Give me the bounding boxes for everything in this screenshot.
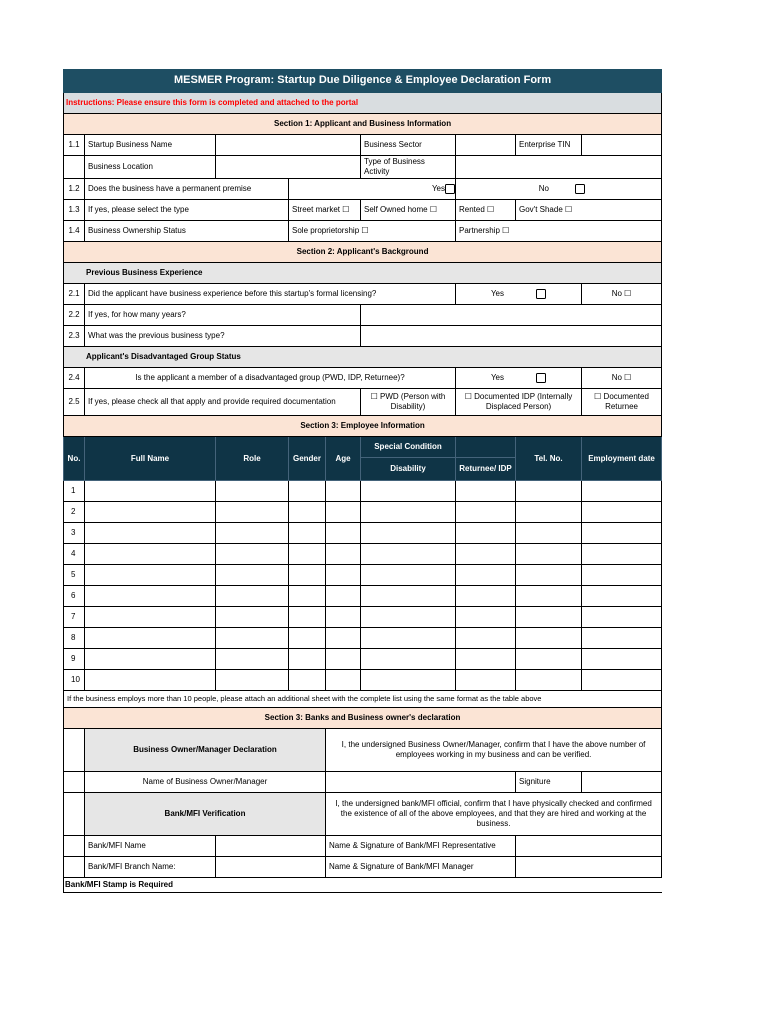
returnee-idp-cell[interactable] xyxy=(456,670,516,691)
prev-type-question: What was the previous business type? xyxy=(85,326,361,347)
business-activity-label: Type of Business Activity xyxy=(361,156,456,179)
full-name-cell[interactable] xyxy=(85,586,216,607)
ownership-sole-proprietorship[interactable]: Sole proprietorship ☐ xyxy=(289,221,456,242)
blank-cell xyxy=(64,772,85,793)
ownership-partnership[interactable]: Partnership ☐ xyxy=(456,221,662,242)
row-number: 7 xyxy=(64,607,85,628)
returnee-option[interactable]: ☐ Documented Returnee xyxy=(582,389,662,416)
business-name-field[interactable] xyxy=(216,135,361,156)
row-number: 4 xyxy=(64,544,85,565)
section4-heading: Section 3: Banks and Business owner's declaration xyxy=(64,708,662,729)
premise-no-label: No xyxy=(538,184,549,194)
gender-cell[interactable] xyxy=(289,649,326,670)
role-cell[interactable] xyxy=(216,481,289,502)
table-row xyxy=(64,523,662,544)
premise-yes-checkbox[interactable] xyxy=(445,184,455,194)
years-question: If yes, for how many years? xyxy=(85,305,361,326)
row-number: 10 xyxy=(64,670,85,691)
premise-yes-label: Yes xyxy=(431,184,445,194)
employment-date-cell[interactable] xyxy=(582,502,662,523)
table-row xyxy=(64,649,662,670)
gender-cell[interactable] xyxy=(289,670,326,691)
prev-experience-subheading: Previous Business Experience xyxy=(64,263,662,284)
table-row xyxy=(64,670,662,691)
row-number: 5 xyxy=(64,565,85,586)
experience-question: Did the applicant have business experience before this startup's formal licensing? xyxy=(85,284,456,305)
tel-cell[interactable] xyxy=(516,586,582,607)
age-cell[interactable] xyxy=(326,565,361,586)
bank-verification-text: I, the undersigned bank/MFI official, confirm that I have physically checked and confirmed the existence of all of the above employees, and that they are hired and working at the business. xyxy=(326,793,662,836)
blank-cell xyxy=(64,857,85,878)
role-cell[interactable] xyxy=(216,565,289,586)
gender-cell[interactable] xyxy=(289,523,326,544)
premise-no-cell xyxy=(456,179,662,200)
q2-4-num: 2.4 xyxy=(64,368,85,389)
tel-cell[interactable] xyxy=(516,670,582,691)
prev-type-field[interactable] xyxy=(361,326,662,347)
business-sector-field[interactable] xyxy=(456,135,516,156)
disadvantaged-question: Is the applicant a member of a disadvantaged group (PWD, IDP, Returnee)? xyxy=(85,368,456,389)
ownership-question: Business Ownership Status xyxy=(85,221,289,242)
bank-rep-field[interactable] xyxy=(516,836,662,857)
returnee-idp-cell[interactable] xyxy=(456,544,516,565)
section2-heading: Section 2: Applicant's Background xyxy=(64,242,662,263)
age-cell[interactable] xyxy=(326,523,361,544)
full-name-cell[interactable] xyxy=(85,502,216,523)
full-name-cell[interactable] xyxy=(85,481,216,502)
business-activity-field[interactable] xyxy=(456,156,662,179)
age-cell[interactable] xyxy=(326,670,361,691)
age-cell[interactable] xyxy=(326,628,361,649)
due-diligence-form xyxy=(63,69,661,893)
row-number: 3 xyxy=(64,523,85,544)
business-sector-label: Business Sector xyxy=(361,135,456,156)
table-row xyxy=(64,607,662,628)
col-age: Age xyxy=(326,437,361,481)
documentation-question: If yes, please check all that apply and provide required documentation xyxy=(85,389,361,416)
role-cell[interactable] xyxy=(216,607,289,628)
row-number: 8 xyxy=(64,628,85,649)
gender-cell[interactable] xyxy=(289,502,326,523)
gender-cell[interactable] xyxy=(289,565,326,586)
row-number: 2 xyxy=(64,502,85,523)
premise-type-rented[interactable]: Rented ☐ xyxy=(456,200,516,221)
disability-cell[interactable] xyxy=(361,607,456,628)
premise-no-checkbox[interactable] xyxy=(575,184,585,194)
tel-cell[interactable] xyxy=(516,607,582,628)
section3-heading: Section 3: Employee Information xyxy=(64,416,662,437)
full-name-cell[interactable] xyxy=(85,628,216,649)
role-cell[interactable] xyxy=(216,628,289,649)
employment-date-cell[interactable] xyxy=(582,586,662,607)
idp-option[interactable]: ☐ Documented IDP (Internally Displaced Person) xyxy=(456,389,582,416)
returnee-idp-cell[interactable] xyxy=(456,502,516,523)
blank-cell xyxy=(64,729,85,772)
instructions: Instructions: Please ensure this form is completed and attached to the portal xyxy=(64,93,662,114)
experience-yes-cell xyxy=(456,284,582,305)
employment-date-cell[interactable] xyxy=(582,544,662,565)
q1-4-num: 1.4 xyxy=(64,221,85,242)
row-number: 1 xyxy=(64,481,85,502)
employment-date-cell[interactable] xyxy=(582,649,662,670)
table-row xyxy=(64,502,662,523)
tel-cell[interactable] xyxy=(516,565,582,586)
full-name-cell[interactable] xyxy=(85,607,216,628)
table-row xyxy=(64,565,662,586)
disability-cell[interactable] xyxy=(361,670,456,691)
age-cell[interactable] xyxy=(326,502,361,523)
stamp-note: Bank/MFI Stamp is Required xyxy=(64,878,662,893)
col-tel: Tel. No. xyxy=(516,437,582,481)
pwd-option[interactable]: ☐ PWD (Person with Disability) xyxy=(361,389,456,416)
role-cell[interactable] xyxy=(216,586,289,607)
col-no: No. xyxy=(64,437,85,481)
disadvantaged-yes-cell xyxy=(456,368,582,389)
business-name-label: Startup Business Name xyxy=(85,135,216,156)
signature-label: Signiture xyxy=(516,772,582,793)
returnee-idp-cell[interactable] xyxy=(456,481,516,502)
employment-date-cell[interactable] xyxy=(582,607,662,628)
form-table xyxy=(63,69,662,893)
role-cell[interactable] xyxy=(216,502,289,523)
q1-3-num: 1.3 xyxy=(64,200,85,221)
owner-declaration-label: Business Owner/Manager Declaration xyxy=(85,729,326,772)
returnee-idp-cell[interactable] xyxy=(456,607,516,628)
blank-cell xyxy=(64,156,85,179)
enterprise-tin-label: Enterprise TIN xyxy=(516,135,582,156)
premise-yes-cell xyxy=(289,179,456,200)
experience-yes-label: Yes xyxy=(490,289,504,299)
disability-cell[interactable] xyxy=(361,523,456,544)
business-location-field[interactable] xyxy=(216,156,361,179)
employment-date-cell[interactable] xyxy=(582,481,662,502)
disadvantaged-yes-checkbox[interactable] xyxy=(536,373,546,383)
col-special-condition: Special Condition xyxy=(361,437,456,458)
premise-type-street-market[interactable]: Street market ☐ xyxy=(289,200,361,221)
blank-cell xyxy=(64,836,85,857)
tel-cell[interactable] xyxy=(516,544,582,565)
bank-verification-label: Bank/MFI Verification xyxy=(85,793,326,836)
bank-manager-field[interactable] xyxy=(516,857,662,878)
disability-cell[interactable] xyxy=(361,586,456,607)
table-row xyxy=(64,628,662,649)
tel-cell[interactable] xyxy=(516,649,582,670)
full-name-cell[interactable] xyxy=(85,544,216,565)
disadvantaged-subheading: Applicant's Disadvantaged Group Status xyxy=(64,347,662,368)
full-name-cell[interactable] xyxy=(85,523,216,544)
disability-cell[interactable] xyxy=(361,481,456,502)
bank-rep-label: Name & Signature of Bank/MFI Representative xyxy=(326,836,516,857)
employment-date-cell[interactable] xyxy=(582,628,662,649)
blank-header-cell xyxy=(456,437,516,458)
employment-date-cell[interactable] xyxy=(582,523,662,544)
table-row xyxy=(64,544,662,565)
signature-field[interactable] xyxy=(582,772,662,793)
full-name-cell[interactable] xyxy=(85,649,216,670)
returnee-idp-cell[interactable] xyxy=(456,523,516,544)
disability-cell[interactable] xyxy=(361,502,456,523)
age-cell[interactable] xyxy=(326,544,361,565)
experience-yes-checkbox[interactable] xyxy=(536,289,546,299)
gender-cell[interactable] xyxy=(289,628,326,649)
tel-cell[interactable] xyxy=(516,502,582,523)
tel-cell[interactable] xyxy=(516,481,582,502)
premise-type-question: If yes, please select the type xyxy=(85,200,289,221)
col-gender: Gender xyxy=(289,437,326,481)
col-employment-date: Employment date xyxy=(582,437,662,481)
premise-type-self-owned[interactable]: Self Owned home ☐ xyxy=(361,200,456,221)
returnee-idp-cell[interactable] xyxy=(456,628,516,649)
bank-manager-label: Name & Signature of Bank/MFI Manager xyxy=(326,857,516,878)
extra-sheet-note: If the business employs more than 10 people, please attach an additional sheet with the complete list using the same format as the table above xyxy=(64,691,662,708)
age-cell[interactable] xyxy=(326,649,361,670)
table-row xyxy=(64,586,662,607)
section1-heading: Section 1: Applicant and Business Information xyxy=(64,114,662,135)
owner-declaration-text: I, the undersigned Business Owner/Manager, confirm that I have the above number of employees working in my business and can be verified. xyxy=(326,729,662,772)
disadvantaged-no-option[interactable]: No ☐ xyxy=(582,368,662,389)
returnee-idp-cell[interactable] xyxy=(456,586,516,607)
premise-type-govt-shade[interactable]: Gov't Shade ☐ xyxy=(516,200,662,221)
years-field[interactable] xyxy=(361,305,662,326)
returnee-idp-cell[interactable] xyxy=(456,649,516,670)
role-cell[interactable] xyxy=(216,544,289,565)
enterprise-tin-field[interactable] xyxy=(582,135,662,156)
owner-name-label: Name of Business Owner/Manager xyxy=(85,772,326,793)
employee-rows xyxy=(64,481,662,691)
q1-1-num: 1.1 xyxy=(64,135,85,156)
full-name-cell[interactable] xyxy=(85,670,216,691)
disability-cell[interactable] xyxy=(361,649,456,670)
business-location-label: Business Location xyxy=(85,156,216,179)
employment-date-cell[interactable] xyxy=(582,565,662,586)
age-cell[interactable] xyxy=(326,481,361,502)
role-cell[interactable] xyxy=(216,649,289,670)
q2-1-num: 2.1 xyxy=(64,284,85,305)
gender-cell[interactable] xyxy=(289,607,326,628)
disadvantaged-yes-label: Yes xyxy=(490,373,504,383)
gender-cell[interactable] xyxy=(289,481,326,502)
role-cell[interactable] xyxy=(216,670,289,691)
premise-question: Does the business have a permanent premise xyxy=(85,179,289,200)
returnee-idp-cell[interactable] xyxy=(456,565,516,586)
col-full-name: Full Name xyxy=(85,437,216,481)
table-row xyxy=(64,481,662,502)
q2-2-num: 2.2 xyxy=(64,305,85,326)
disability-cell[interactable] xyxy=(361,544,456,565)
owner-name-field[interactable] xyxy=(326,772,516,793)
employment-date-cell[interactable] xyxy=(582,670,662,691)
gender-cell[interactable] xyxy=(289,586,326,607)
age-cell[interactable] xyxy=(326,586,361,607)
disability-cell[interactable] xyxy=(361,565,456,586)
role-cell[interactable] xyxy=(216,523,289,544)
blank-cell xyxy=(64,793,85,836)
bank-name-field[interactable] xyxy=(216,836,326,857)
experience-no-option[interactable]: No ☐ xyxy=(582,284,662,305)
age-cell[interactable] xyxy=(326,607,361,628)
col-role: Role xyxy=(216,437,289,481)
branch-name-field[interactable] xyxy=(216,857,326,878)
disability-cell[interactable] xyxy=(361,628,456,649)
q2-5-num: 2.5 xyxy=(64,389,85,416)
branch-name-label: Bank/MFI Branch Name: xyxy=(85,857,216,878)
col-disability: Disability xyxy=(361,458,456,481)
row-number: 9 xyxy=(64,649,85,670)
gender-cell[interactable] xyxy=(289,544,326,565)
q2-3-num: 2.3 xyxy=(64,326,85,347)
bank-name-label: Bank/MFI Name xyxy=(85,836,216,857)
full-name-cell[interactable] xyxy=(85,565,216,586)
form-title: MESMER Program: Startup Due Diligence & Employee Declaration Form xyxy=(64,70,662,93)
col-returnee-idp: Returnee/ IDP xyxy=(456,458,516,481)
tel-cell[interactable] xyxy=(516,628,582,649)
q1-2-num: 1.2 xyxy=(64,179,85,200)
tel-cell[interactable] xyxy=(516,523,582,544)
row-number: 6 xyxy=(64,586,85,607)
